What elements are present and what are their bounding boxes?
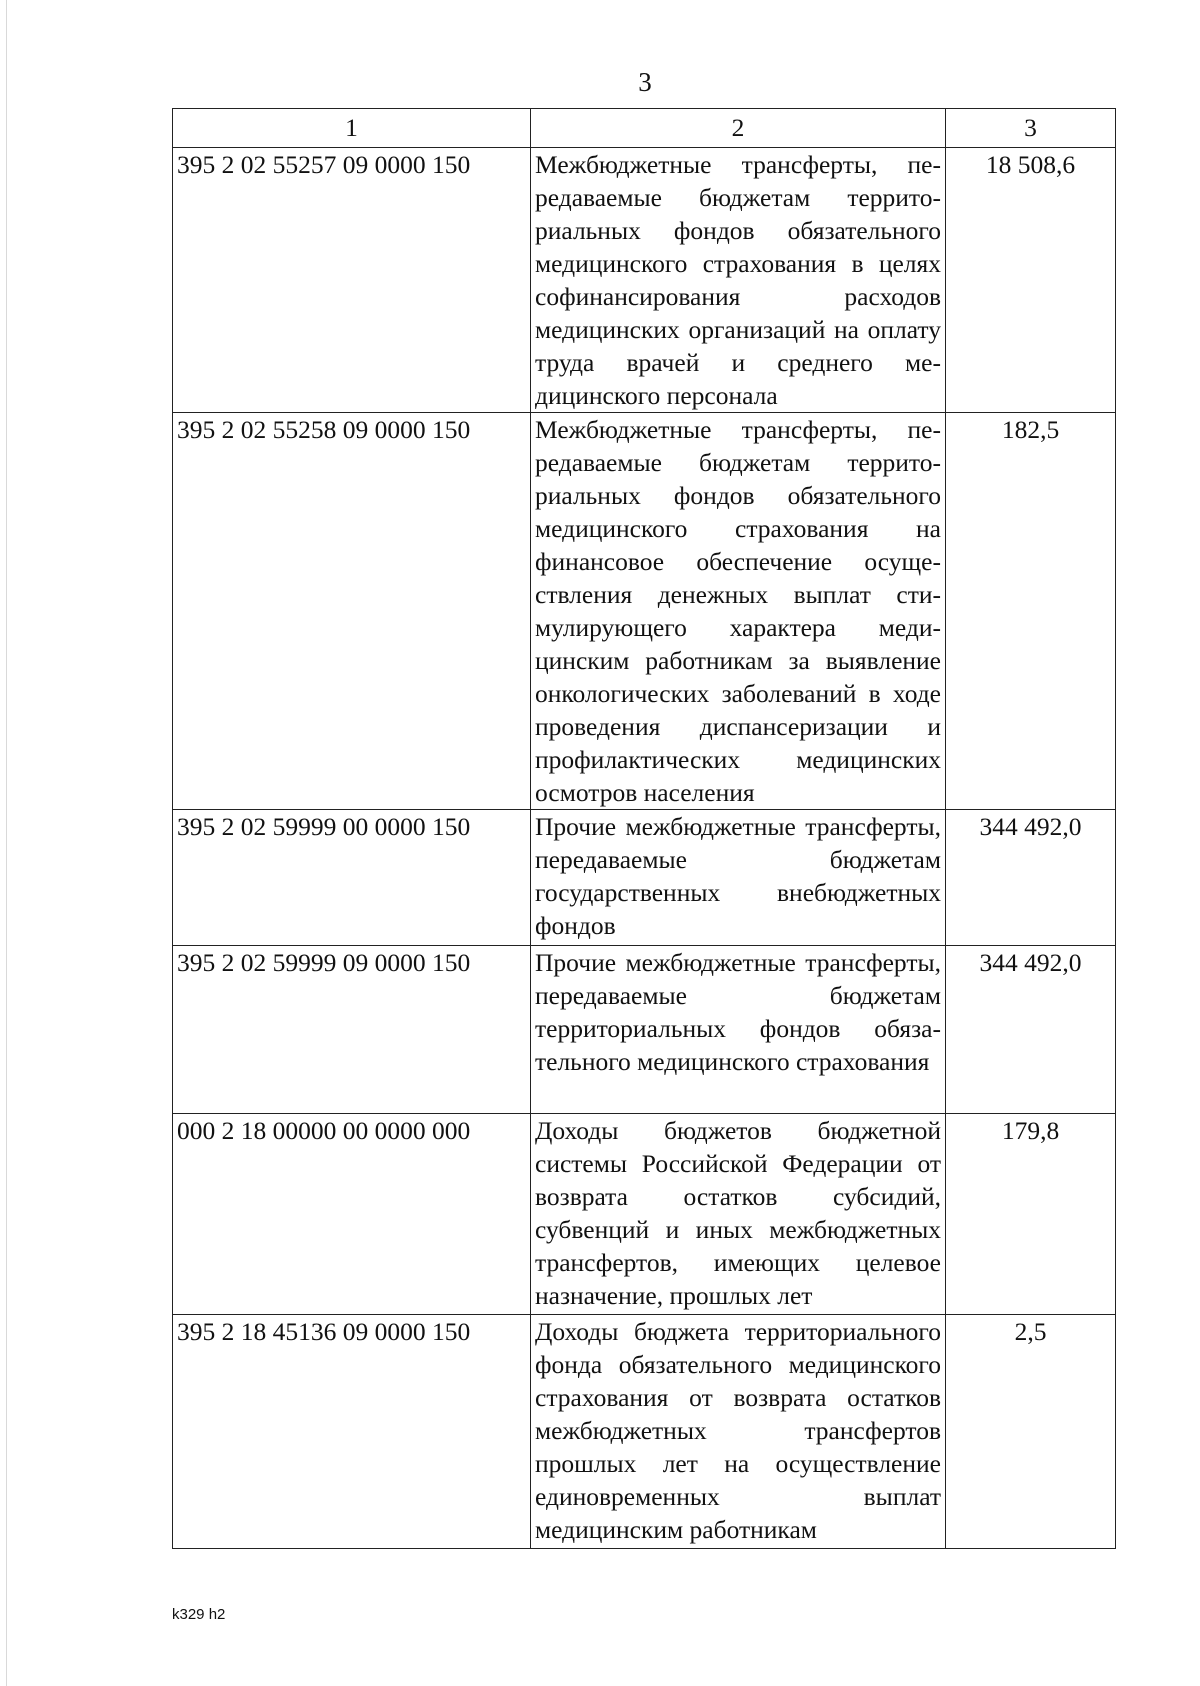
budget-code: 395 2 02 55257 09 0000 150 — [173, 148, 531, 413]
budget-code: 000 2 18 00000 00 0000 000 — [173, 1114, 531, 1315]
table-row — [173, 148, 1116, 413]
table-row — [173, 1315, 1116, 1549]
income-description: Доходы бюджетов бюджетной системы Российской Федерации от возврата остатков субсидий, субвенций и иных межбюджетных трансфертов, имеющих целевое назначение, прошлых лет — [531, 1114, 946, 1315]
budget-code: 395 2 18 45136 09 0000 150 — [173, 1315, 531, 1549]
income-description: Прочие межбюджетные трансферты, передаваемые бюджетам территориальных фондов обязательного медицинского страхования — [531, 946, 946, 1114]
income-description: Межбюджетные трансферты, передаваемые бюджетам территориальных фондов обязательного медицинского страхования на финансовое обеспечение осуществления денежных выплат стимулирующего характера медицинским работникам за выявление онкологических заболеваний в ходе проведения диспансеризации и профилактических медицинских осмотров населения — [531, 413, 946, 810]
table-row — [173, 413, 1116, 810]
table-body — [173, 148, 1116, 1549]
amount: 18 508,6 — [946, 148, 1116, 413]
budget-code: 395 2 02 59999 09 0000 150 — [173, 946, 531, 1114]
amount: 182,5 — [946, 413, 1116, 810]
header-row — [173, 109, 1116, 148]
income-description: Межбюджетные трансферты, передаваемые бюджетам территориальных фондов обязательного медицинского страхования в целях софинансирования расходов медицинских организаций на оплату труда врачей и среднего медицинского персонала — [531, 148, 946, 413]
amount: 344 492,0 — [946, 810, 1116, 946]
table-header — [173, 109, 1116, 148]
budget-code: 395 2 02 55258 09 0000 150 — [173, 413, 531, 810]
income-description: Доходы бюджета территориального фонда обязательного медицинского страхования от возврата остатков межбюджетных трансфертов прошлых лет на осуществление единовременных выплат медицинским работникам — [531, 1315, 946, 1549]
page-number: 3 — [638, 67, 652, 97]
amount: 2,5 — [946, 1315, 1116, 1549]
budget-code: 395 2 02 59999 00 0000 150 — [173, 810, 531, 946]
table-row — [173, 810, 1116, 946]
table-row — [173, 946, 1116, 1114]
column-header-3: 3 — [946, 109, 1116, 148]
document-code: k329 h2 — [172, 1606, 226, 1623]
budget-income-table — [172, 108, 1116, 1549]
column-header-2: 2 — [531, 109, 946, 148]
income-description: Прочие межбюджетные трансферты, передаваемые бюджетам государственных внебюджетных фондов — [531, 810, 946, 946]
amount: 179,8 — [946, 1114, 1116, 1315]
amount: 344 492,0 — [946, 946, 1116, 1114]
table-row — [173, 1114, 1116, 1315]
scan-edge-line — [6, 0, 7, 1686]
column-header-1: 1 — [173, 109, 531, 148]
